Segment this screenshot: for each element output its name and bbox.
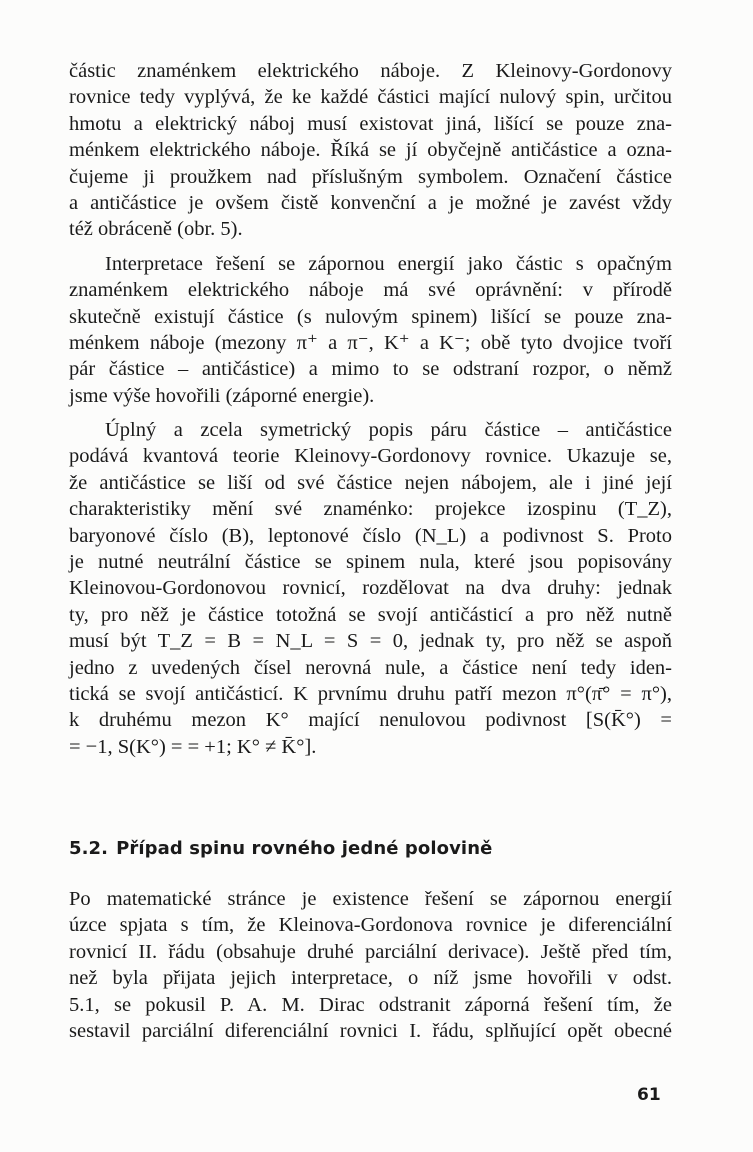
text-line: než byla přijata jejich interpretace, o níž jsme hovořili v odst. bbox=[69, 967, 672, 990]
text-line: Úplný a zcela symetrický popis páru částice – antičástice bbox=[105, 419, 672, 442]
text-line: pár částice – antičástice) a mimo to se odstraní rozpor, o němž bbox=[69, 358, 672, 381]
section-body bbox=[69, 886, 672, 1044]
text-line: skutečně existují částice (s nulovým spinem) lišící se pouze zna- bbox=[69, 305, 672, 328]
text-line: částic znaménkem elektrického náboje. Z Kleinovy-Gordonovy bbox=[69, 60, 672, 82]
text-line: tická se svojí antičásticí. K prvnímu druhu patří mezon π°(π̄° = π°), bbox=[69, 682, 672, 705]
paragraph-1 bbox=[69, 58, 672, 243]
text-line: ty, pro něž je částice totožná se svojí antičásticí a pro něž nutně bbox=[69, 603, 672, 626]
text-line: charakteristiky mění své znaménko: projekce izospinu (T_Z), bbox=[69, 498, 672, 521]
text-line: úzce spjata s tím, že Kleinova-Gordonova rovnice je diferenciální bbox=[69, 914, 672, 937]
text-line: = −1, S(K°) = = +1; K° ≠ K̄°]. bbox=[69, 735, 317, 758]
text-line: podává kvantová teorie Kleinovy-Gordonovy rovnice. Ukazuje se, bbox=[69, 445, 672, 468]
text-line: musí být T_Z = B = N_L = S = 0, jednak ty, pro něž se aspoň bbox=[69, 630, 672, 653]
section-heading bbox=[69, 838, 492, 859]
text-line: jsme výše hovořili (záporné energie). bbox=[69, 384, 375, 407]
text-line: je nutné neutrální částice se spinem nula, které jsou popisovány bbox=[69, 551, 672, 574]
text-line: Interpretace řešení se zápornou energií jako částic s opačným bbox=[105, 252, 672, 275]
section-title: Případ spinu rovného jedné polovině bbox=[116, 838, 493, 859]
text-line: hmotu a elektrický náboj musí existovat jiná, lišící se pouze zna- bbox=[69, 112, 672, 135]
paragraph-3 bbox=[69, 417, 672, 760]
text-line: čujeme ji proužkem nad příslušným symbolem. Označení částice bbox=[69, 165, 672, 188]
text-line: jedno z uvedených čísel nerovná nule, a částice není tedy iden- bbox=[69, 656, 672, 679]
page-body bbox=[69, 58, 672, 760]
text-line: a antičástice je ovšem čistě konvenční a je možné je zavést vždy bbox=[69, 191, 672, 214]
text-line: ménkem náboje (mezony π⁺ a π⁻, K⁺ a K⁻; obě tyto dvojice tvoří bbox=[69, 331, 672, 354]
section-number: 5.2. bbox=[69, 838, 109, 859]
paragraph-2 bbox=[69, 251, 672, 409]
text-line: sestavil parciální diferenciální rovnici I. řádu, splňující opět obecné bbox=[69, 1019, 672, 1042]
text-line: rovnicí II. řádu (obsahuje druhé parciální derivace). Ještě před tím, bbox=[69, 940, 672, 963]
text-line: Kleinovou-Gordonovou rovnicí, rozdělovat na dva druhy: jednak bbox=[69, 577, 672, 600]
text-line: 5.1, se pokusil P. A. M. Dirac odstranit záporná řešení tím, že bbox=[69, 993, 672, 1016]
text-line: rovnice tedy vyplývá, že ke každé částici mající nulový spin, určitou bbox=[69, 86, 672, 109]
text-line: znaménkem elektrického náboje má své oprávnění: v přírodě bbox=[69, 279, 672, 302]
paragraph-4 bbox=[69, 886, 672, 1044]
text-line: baryonové číslo (B), leptonové číslo (N_L) a podivnost S. Proto bbox=[69, 524, 672, 547]
text-line: že antičástice se liší od své částice nejen nábojem, ale i jiné její bbox=[69, 471, 672, 494]
text-line: k druhému mezon K° mající nenulovou podivnost [S(K̄°) = bbox=[69, 709, 672, 732]
text-line: Po matematické stránce je existence řešení se zápornou energií bbox=[69, 888, 672, 910]
page-number: 61 bbox=[637, 1085, 661, 1105]
text-line: též obráceně (obr. 5). bbox=[69, 218, 243, 241]
text-line: ménkem elektrického náboje. Říká se jí obyčejně antičástice a ozna- bbox=[69, 139, 672, 162]
